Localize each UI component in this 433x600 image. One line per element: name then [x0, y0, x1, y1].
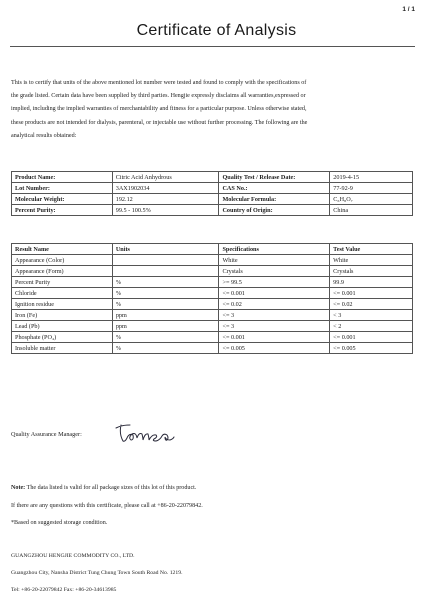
percent-purity-value: 99.5 - 100.5%: [112, 205, 219, 216]
table-cell: [112, 266, 219, 277]
table-cell: %: [112, 299, 219, 310]
handwritten-signature: [112, 419, 176, 445]
column-header: Units: [112, 244, 219, 255]
table-cell: <= 0.02: [330, 299, 413, 310]
product-name-value: Citric Acid Anhydrous: [112, 172, 219, 183]
product-name-label: Product Name:: [12, 172, 113, 183]
table-cell: %: [112, 277, 219, 288]
table-cell: <= 0.02: [219, 299, 330, 310]
table-cell: >= 99.5: [219, 277, 330, 288]
table-cell: < 3: [330, 310, 413, 321]
results-table: [11, 243, 413, 354]
table-cell: Crystals: [219, 266, 330, 277]
lot-number-label: Lot Number:: [12, 183, 113, 194]
table-cell: Ignition residue: [12, 299, 113, 310]
table-cell: [112, 255, 219, 266]
table-cell: <= 3: [219, 310, 330, 321]
title-divider: [10, 46, 415, 47]
intro-line: This is to certify that units of the above mentioned lot number were tested and found to comply with the specifications of: [11, 80, 307, 86]
table-cell: 99.9: [330, 277, 413, 288]
table-cell: Chloride: [12, 288, 113, 299]
company-address: Guangzhou City, Nansha District Tung Chung Town South Road No. 1219.: [11, 570, 183, 576]
release-date-value: 2019-4-15: [330, 172, 413, 183]
table-row: [12, 183, 413, 194]
contact-line: If there are any questions with this certificate, please call at +86-20-22079842.: [11, 502, 203, 509]
table-cell: < 2: [330, 321, 413, 332]
table-row: [12, 205, 413, 216]
table-cell: Lead (Pb): [12, 321, 113, 332]
cas-value: 77-92-9: [330, 183, 413, 194]
table-cell: Percent Purity: [12, 277, 113, 288]
cas-label: CAS No.:: [219, 183, 330, 194]
release-date-label: Quality Test / Release Date:: [219, 172, 330, 183]
table-row: [12, 321, 413, 332]
note-text: The data listed is valid for all package sizes of this lot of this product.: [25, 485, 197, 491]
table-cell: <= 0.001: [330, 332, 413, 343]
table-cell: Crystals: [330, 266, 413, 277]
table-cell: Iron (Fe): [12, 310, 113, 321]
company-footer: [11, 548, 183, 599]
table-cell: Appearance (Form): [12, 266, 113, 277]
intro-paragraph: [11, 77, 413, 143]
company-name: GUANGZHOU HENGJIE COMMODITY CO., LTD.: [11, 553, 135, 559]
intro-line: the grade listed. Certain data have been supplied by third parties. Hengjie expressly disclaims all warranties,expressed or: [11, 93, 306, 100]
percent-purity-label: Percent Purity:: [12, 205, 113, 216]
table-cell: Insoluble matter: [12, 343, 113, 354]
column-header: Specifications: [219, 244, 330, 255]
molecular-formula-label: Molecular Formula:: [219, 194, 330, 205]
table-cell: White: [219, 255, 330, 266]
molecular-formula-value: C₆H₈O₇: [330, 194, 413, 205]
intro-line: these products are not intended for dialysis, parenteral, or injectable use without further processing. The following are the: [11, 119, 308, 126]
table-row: [12, 332, 413, 343]
intro-line: implied, including the implied warranties of merchantability and fitness for a particular purpose. Unless otherwise stated,: [11, 106, 307, 113]
country-label: Country of Origin:: [219, 205, 330, 216]
table-cell: White: [330, 255, 413, 266]
table-cell: ppm: [112, 310, 219, 321]
column-header: Test Value: [330, 244, 413, 255]
table-cell: <= 0.005: [219, 343, 330, 354]
molecular-weight-value: 192.12: [112, 194, 219, 205]
table-cell: %: [112, 343, 219, 354]
lot-number-value: 3AX1902034: [112, 183, 219, 194]
company-contact: Tel: +86-20-22079842 Fax: +86-20-34613985: [11, 587, 117, 593]
table-row: [12, 266, 413, 277]
table-cell: <= 0.005: [330, 343, 413, 354]
country-value: China: [330, 205, 413, 216]
column-header: Result Name: [12, 244, 113, 255]
table-row: [12, 343, 413, 354]
storage-line: *Based on suggested storage condition.: [11, 520, 108, 527]
notes-section: [11, 480, 203, 533]
intro-line: analytical results obtained:: [11, 132, 77, 139]
table-cell: Phosphate (PO₄): [12, 332, 113, 343]
table-row: [12, 194, 413, 205]
table-cell: <= 0.001: [219, 332, 330, 343]
document-title: Certificate of Analysis: [136, 22, 297, 39]
page-number: 1 / 1: [402, 6, 415, 13]
table-row: [12, 255, 413, 266]
table-cell: %: [112, 288, 219, 299]
table-row: [12, 172, 413, 183]
results-header-row: [12, 244, 413, 255]
table-cell: %: [112, 332, 219, 343]
note-label: Note:: [11, 485, 26, 491]
table-row: [12, 288, 413, 299]
molecular-weight-label: Molecular Weight:: [12, 194, 113, 205]
product-info-table: [11, 171, 413, 216]
note-line: [11, 480, 203, 498]
signature-label: Quality Assurance Manager:: [11, 431, 82, 438]
table-cell: <= 0.001: [219, 288, 330, 299]
table-cell: Appearance (Color): [12, 255, 113, 266]
table-cell: ppm: [112, 321, 219, 332]
table-cell: <= 3: [219, 321, 330, 332]
table-row: [12, 310, 413, 321]
table-row: [12, 277, 413, 288]
table-row: [12, 299, 413, 310]
table-cell: <= 0.001: [330, 288, 413, 299]
